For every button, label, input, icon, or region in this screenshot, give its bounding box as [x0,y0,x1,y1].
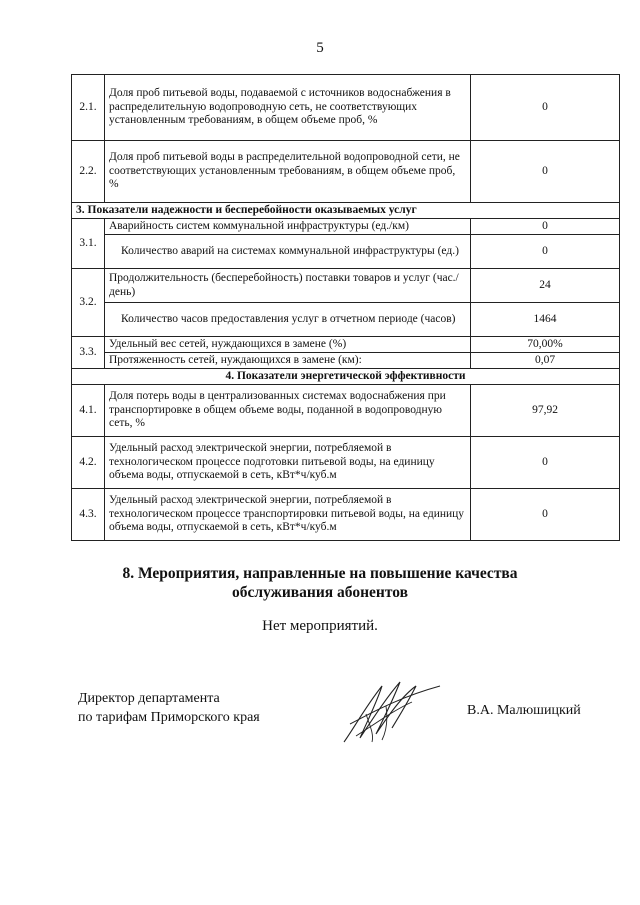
row-value: 97,92 [471,385,620,437]
table-row [72,219,620,235]
row-number: 3.3. [72,337,105,369]
indicators-table [71,74,620,541]
table-row [72,385,620,437]
table-row [72,269,620,303]
table-row [72,337,620,353]
table-row [72,353,620,369]
row-description: Доля проб питьевой воды, подаваемой с источников водоснабжения в распределительную водопроводную сеть, не соответствующих установленным требованиям, в общем объеме проб, % [105,75,471,141]
row-description: Количество аварий на системах коммунальной инфраструктуры (ед.) [105,235,471,269]
row-description: Доля потерь воды в централизованных системах водоснабжения при транспортировке в общем объеме воды, поданной в водопроводную сеть, % [105,385,471,437]
row-value: 0 [471,141,620,203]
section-header-row [72,203,620,219]
section-8-heading-line2: обслуживания абонентов [232,584,408,601]
section-header-row [72,369,620,385]
handwritten-signature [336,676,446,746]
row-value: 0 [471,75,620,141]
section-4-heading: 4. Показатели энергетической эффективности [72,369,620,385]
row-description: Аварийность систем коммунальной инфраструктуры (ед./км) [105,219,471,235]
section-8-heading-line1: 8. Мероприятия, направленные на повышение качества [122,565,518,582]
row-value: 0 [471,437,620,489]
row-description: Удельный расход электрической энергии, потребляемой в технологическом процессе транспортировки питьевой воды, на единицу объема воды, отпускаемой в сеть, кВт*ч/куб.м [105,489,471,541]
table-row [72,437,620,489]
section-3-heading: 3. Показатели надежности и бесперебойности оказываемых услуг [72,203,620,219]
table-row [72,489,620,541]
signatory-title [78,689,260,727]
row-number: 3.1. [72,219,105,269]
table-row [72,141,620,203]
table-row [72,235,620,269]
row-number: 4.1. [72,385,105,437]
row-value: 0 [471,235,620,269]
section-8-heading [0,564,640,602]
row-value: 0 [471,219,620,235]
row-number: 2.2. [72,141,105,203]
row-value: 0,07 [471,353,620,369]
row-value: 70,00% [471,337,620,353]
row-description: Удельный расход электрической энергии, потребляемой в технологическом процессе подготовки питьевой воды, на единицу объема воды, отпускаемой в сеть, кВт*ч/куб.м [105,437,471,489]
page-number: 5 [316,40,324,56]
signatory-title-line1: Директор департамента [78,691,220,706]
signatory-title-line2: по тарифам Приморского края [78,710,260,725]
section-8-body: Нет мероприятий. [262,618,378,634]
row-description: Протяженность сетей, нуждающихся в замене (км): [105,353,471,369]
row-description: Количество часов предоставления услуг в отчетном периоде (часов) [105,303,471,337]
signatory-name: В.А. Малюшицкий [467,703,581,718]
row-description: Доля проб питьевой воды в распределительной водопроводной сети, не соответствующих установленным требованиям, в общем объеме проб, % [105,141,471,203]
table-row [72,75,620,141]
row-number: 4.2. [72,437,105,489]
row-number: 2.1. [72,75,105,141]
row-value: 0 [471,489,620,541]
row-value: 24 [471,269,620,303]
row-description: Продолжительность (бесперебойность) поставки товаров и услуг (час./день) [105,269,471,303]
row-number: 3.2. [72,269,105,337]
table-row [72,303,620,337]
row-value: 1464 [471,303,620,337]
row-description: Удельный вес сетей, нуждающихся в замене (%) [105,337,471,353]
row-number: 4.3. [72,489,105,541]
